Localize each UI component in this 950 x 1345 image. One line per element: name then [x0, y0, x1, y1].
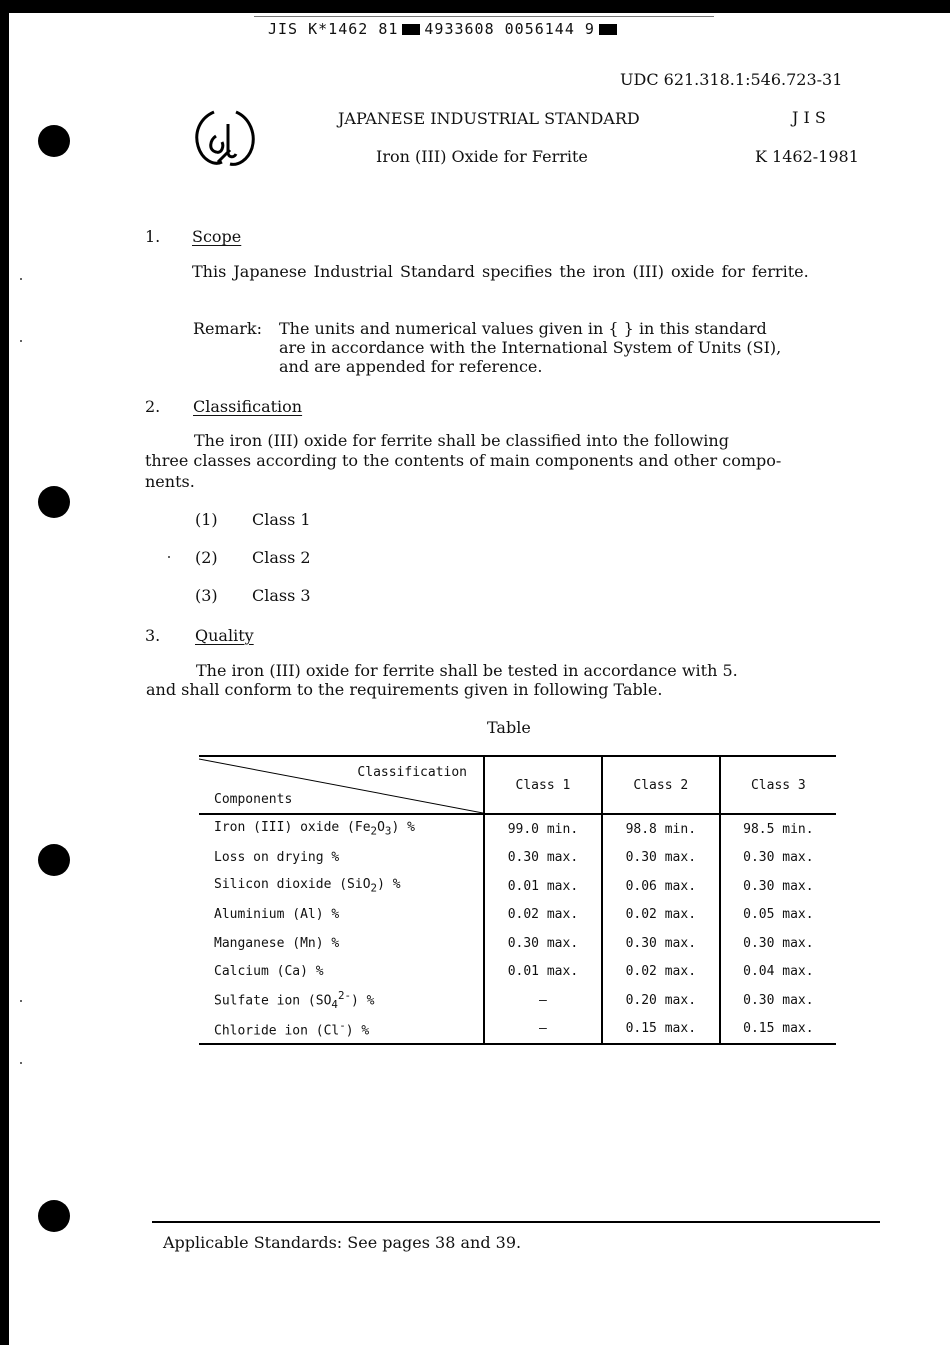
class-2-value: 0.02 max. — [602, 901, 720, 930]
component-label: Calcium (Ca) % — [214, 964, 324, 980]
column-header: Class 2 — [602, 756, 720, 814]
section-2-body-line-2: three classes according to the contents of main components and other compo- — [145, 451, 782, 470]
component-name — [199, 844, 484, 873]
class-3-value: 0.15 max. — [720, 1015, 836, 1045]
subscript: 4 — [331, 998, 338, 1012]
punch-hole-1 — [38, 125, 70, 157]
subscript: 2 — [370, 825, 378, 839]
table-body — [199, 814, 836, 1044]
remark-line-2: are in accordance with the International System of Units (SI), — [279, 338, 782, 357]
section-3-body-line-1: The iron (III) oxide for ferrite shall be tested in accordance with 5. — [196, 661, 738, 680]
class-list-label: Class 2 — [252, 548, 311, 567]
document-type: JAPANESE INDUSTRIAL STANDARD — [338, 109, 640, 128]
class-3-value: 0.05 max. — [720, 901, 836, 930]
class-1-value: 0.02 max. — [484, 901, 602, 930]
class-1-value: — — [484, 1015, 602, 1045]
class-3-value: 0.30 max. — [720, 929, 836, 958]
footer-rule — [152, 1221, 880, 1223]
header-classification: Classification — [357, 765, 467, 780]
class-3-value: 0.30 max. — [720, 872, 836, 901]
document-header-code — [268, 20, 621, 38]
scan-speck — [20, 1000, 22, 1002]
table-row — [199, 844, 836, 873]
section-1-body: This Japanese Industrial Standard specifies the iron (III) oxide for ferrite. — [192, 262, 809, 281]
class-1-value: 99.0 min. — [484, 814, 602, 844]
superscript: 2- — [337, 989, 351, 1003]
component-label: Chloride ion (Cl — [214, 1023, 340, 1039]
scan-speck — [20, 278, 22, 280]
section-2-body-line-3: nents. — [145, 472, 195, 491]
class-3-value: 0.04 max. — [720, 958, 836, 987]
component-label: Aluminium (Al) % — [214, 907, 340, 923]
component-name — [199, 872, 484, 901]
jis-number: K 1462-1981 — [755, 147, 859, 166]
component-name — [199, 1015, 484, 1045]
remark-line-1: The units and numerical values given in { } in this standard — [279, 319, 767, 338]
class-2-value: 0.15 max. — [602, 1015, 720, 1045]
component-name — [199, 958, 484, 987]
component-unit: ) % — [350, 993, 375, 1009]
section-1-title: Scope — [192, 227, 242, 246]
table-caption: Table — [487, 718, 531, 737]
header-code-serial: 4933608 0056144 9 — [424, 20, 595, 38]
scan-speck — [168, 556, 170, 558]
header-rule — [254, 16, 714, 17]
header-components: Components — [214, 792, 293, 807]
remark-line-3: and are appended for reference. — [279, 357, 543, 376]
component-label: Loss on drying % — [214, 850, 340, 866]
table-row — [199, 958, 836, 987]
class-1-value: 0.30 max. — [484, 929, 602, 958]
document-title: Iron (III) Oxide for Ferrite — [376, 147, 588, 166]
table-row — [199, 814, 836, 844]
class-2-value: 0.30 max. — [602, 929, 720, 958]
scan-left-border — [0, 0, 9, 1345]
component-name — [199, 901, 484, 930]
udc-number: UDC 621.318.1:546.723-31 — [620, 70, 843, 89]
class-2-value: 0.06 max. — [602, 872, 720, 901]
class-2-value: 98.8 min. — [602, 814, 720, 844]
section-3-title: Quality — [195, 626, 254, 645]
class-list-number: (1) — [195, 510, 218, 529]
class-2-value: 0.02 max. — [602, 958, 720, 987]
redaction-block — [599, 24, 617, 35]
component-label-part: O — [377, 820, 385, 836]
superscript: - — [339, 1019, 346, 1033]
class-2-value: 0.30 max. — [602, 844, 720, 873]
component-label: Manganese (Mn) % — [214, 935, 340, 951]
scan-speck — [20, 1062, 22, 1064]
component-label: Silicon dioxide (SiO — [214, 877, 371, 893]
table-header-row — [199, 756, 836, 814]
component-label: Sulfate ion (SO — [214, 993, 332, 1009]
header-code-prefix: JIS K*1462 81 — [268, 20, 399, 38]
table-row — [199, 1015, 836, 1045]
column-header: Class 3 — [720, 756, 836, 814]
component-name — [199, 814, 484, 844]
class-list-number: (2) — [195, 548, 218, 567]
redaction-block — [402, 24, 420, 35]
table-row — [199, 872, 836, 901]
component-name — [199, 986, 484, 1015]
class-3-value: 0.30 max. — [720, 844, 836, 873]
scan-speck — [20, 340, 22, 342]
class-list-label: Class 1 — [252, 510, 311, 529]
punch-hole-2 — [38, 486, 70, 518]
remark-label: Remark: — [193, 319, 262, 338]
punch-hole-4 — [38, 1200, 70, 1232]
component-name — [199, 929, 484, 958]
section-2-body-line-1: The iron (III) oxide for ferrite shall be classified into the following — [194, 431, 729, 450]
table-row — [199, 929, 836, 958]
class-3-value: 98.5 min. — [720, 814, 836, 844]
table-row — [199, 901, 836, 930]
footer-applicable-standards: Applicable Standards: See pages 38 and 39. — [163, 1233, 522, 1252]
component-unit: ) % — [391, 820, 415, 836]
jis-logo-icon — [192, 106, 258, 172]
class-3-value: 0.30 max. — [720, 986, 836, 1015]
component-label: Iron (III) oxide (Fe — [214, 820, 371, 836]
class-1-value: — — [484, 986, 602, 1015]
subscript: 2 — [370, 882, 378, 896]
section-3-number: 3. — [145, 626, 161, 645]
quality-table — [199, 755, 836, 1045]
class-1-value: 0.30 max. — [484, 844, 602, 873]
class-2-value: 0.20 max. — [602, 986, 720, 1015]
component-unit: ) % — [377, 877, 401, 893]
class-1-value: 0.01 max. — [484, 958, 602, 987]
table-row — [199, 986, 836, 1015]
column-header: Class 1 — [484, 756, 602, 814]
section-2-title: Classification — [193, 397, 303, 416]
component-unit: ) % — [345, 1023, 370, 1039]
section-2-number: 2. — [145, 397, 161, 416]
subscript: 3 — [384, 825, 392, 839]
class-1-value: 0.01 max. — [484, 872, 602, 901]
scan-top-border — [0, 0, 950, 13]
section-3-body-line-2: and shall conform to the requirements given in following Table. — [146, 680, 663, 699]
section-1-number: 1. — [145, 227, 161, 246]
jis-mark: J I S — [792, 108, 826, 127]
punch-hole-3 — [38, 844, 70, 876]
diagonal-header-cell — [199, 756, 484, 814]
class-list-number: (3) — [195, 586, 218, 605]
class-list-label: Class 3 — [252, 586, 311, 605]
